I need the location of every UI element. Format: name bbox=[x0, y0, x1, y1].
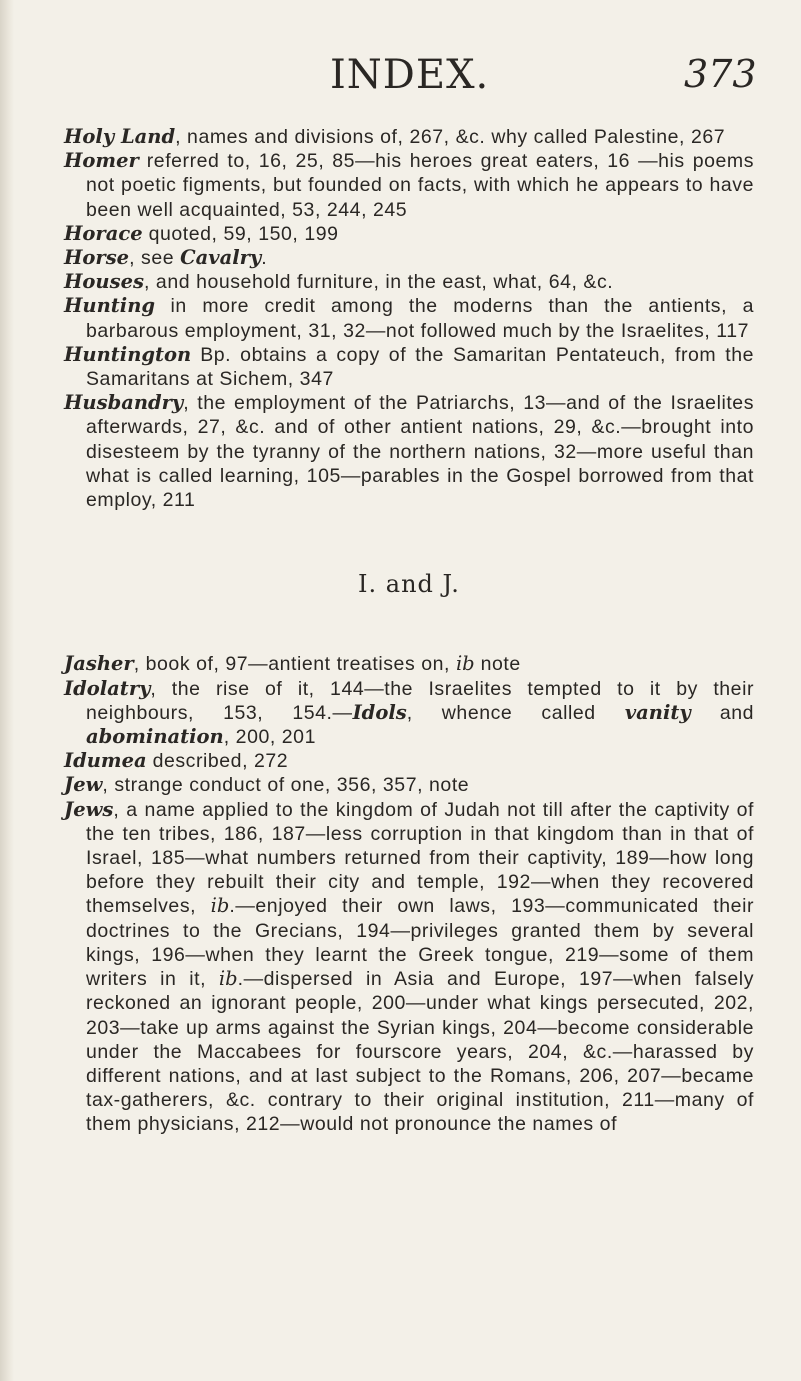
ibid-abbreviation: ib bbox=[218, 967, 238, 991]
entry-text: referred to, 16, 25, 85—his heroes great eaters, 16 —his poems not poetic figments, but founded on facts, with which he appears to have been well acquainted, 53, 244, 245 bbox=[86, 150, 754, 221]
section-heading-i-and-j: I. and J. bbox=[358, 570, 460, 599]
entry-text: , 200, 201 bbox=[223, 726, 316, 749]
sub-term: Idols bbox=[352, 700, 407, 724]
entry-text: Bp. obtains a copy of the Samaritan Pentateuch, from the Samaritans at Sichem, 347 bbox=[86, 343, 754, 391]
entry-term: Horace bbox=[64, 221, 143, 245]
page-number: 373 bbox=[684, 52, 757, 96]
index-entry-horace bbox=[64, 222, 754, 246]
entry-text: , see bbox=[129, 247, 181, 270]
entry-term: Idumea bbox=[64, 749, 147, 773]
entry-text: .—dispersed in Asia and Europe, 197—when falsely reckoned an ignorant people, 200—under what kings persecuted, 202, 203—take up arms against the Syrian kings, 204—become considerable under the Maccabees for fourscore years, 204, &c.—harassed by different nations, and at last subject to the Romans, 206, 207—became tax-gatherers, &c. contrary to their original institution, 211—many of them physicians, 212—would not pronounce the names of bbox=[86, 968, 754, 1136]
index-entry-horse bbox=[64, 246, 754, 270]
entry-term: Jew bbox=[64, 773, 103, 797]
entry-text: .—enjoyed their own laws, 193—communicated their doctrines to the Grecians, 194—privileges granted them by several kings, 196—when they learnt the Greek tongue, 219—some of them writers in it, bbox=[86, 895, 754, 991]
emphasized-word: vanity bbox=[624, 700, 691, 724]
index-entry-husbandry bbox=[64, 391, 754, 512]
entry-term: Huntington bbox=[64, 342, 192, 366]
entry-term: Jews bbox=[64, 797, 114, 821]
entry-text: , and household furniture, in the east, what, 64, &c. bbox=[143, 271, 614, 294]
entry-term: Houses bbox=[64, 270, 144, 294]
entry-text: in more credit among the moderns than the antients, a barbarous employment, 31, 32—not followed much by the Israelites, 117 bbox=[86, 295, 754, 342]
index-entry-hunting bbox=[64, 294, 754, 342]
page-binding-edge bbox=[0, 0, 14, 1381]
entry-text: , a name applied to the kingdom of Judah not till after the captivity of the ten tribes, 186, 187—less corruption in that kingdom than in that of Israel, 185—what numbers returned from their captivity, 189—how long before they rebuilt their city and temple, 192—when they recovered themselves, bbox=[86, 798, 754, 918]
entry-text: , names and divisions of, 267, &c. why called Palestine, 267 bbox=[175, 126, 726, 148]
index-entry-huntington bbox=[64, 343, 754, 391]
entry-term: Horse bbox=[64, 246, 130, 270]
entry-term: Jasher bbox=[64, 652, 134, 676]
index-entry-houses bbox=[64, 270, 754, 294]
index-entry-homer bbox=[64, 149, 754, 222]
entry-text: , strange conduct of one, 356, 357, note bbox=[102, 774, 470, 797]
page-header bbox=[0, 52, 801, 112]
index-entry-holy-land bbox=[64, 125, 754, 149]
entry-text: , the rise of it, 144—the Israelites tempted to it by their neighbours, 153, 154.— bbox=[86, 677, 754, 724]
index-entry-jews bbox=[64, 798, 754, 1137]
entry-text: quoted, 59, 150, 199 bbox=[142, 222, 339, 245]
entry-term: Hunting bbox=[64, 294, 156, 318]
index-entry-idumea bbox=[64, 749, 754, 773]
index-entry-idolatry bbox=[64, 677, 754, 750]
entry-text: described, 272 bbox=[146, 750, 289, 773]
entry-term: Holy Land bbox=[64, 125, 176, 148]
entry-term: Husbandry bbox=[64, 391, 184, 415]
entry-text: , whence called bbox=[406, 701, 625, 724]
entry-text: and bbox=[690, 701, 755, 724]
ibid-abbreviation: ib bbox=[210, 894, 230, 918]
running-title: INDEX. bbox=[330, 52, 490, 98]
entry-text: , the employment of the Patriarchs, 13—and of the Israelites afterwards, 27, &c. and of other antient nations, 29, &c.—brought into disesteem by the tyranny of the northern nations, 32—more useful than what is called learning, 105—parables in the Gospel borrowed from that employ, 211 bbox=[86, 392, 754, 512]
entry-term: Idolatry bbox=[64, 676, 151, 700]
ibid-abbreviation: ib bbox=[455, 652, 475, 676]
emphasized-word: abomination bbox=[86, 725, 224, 749]
cross-reference: Cavalry bbox=[180, 246, 262, 270]
entry-text: note bbox=[474, 653, 521, 676]
entry-text: , book of, 97—antient treatises on, bbox=[133, 653, 456, 676]
entry-text: . bbox=[261, 247, 268, 270]
index-entry-jasher bbox=[64, 652, 754, 676]
index-content bbox=[64, 125, 754, 1137]
entry-term: Homer bbox=[64, 149, 139, 173]
index-entry-jew bbox=[64, 773, 754, 797]
